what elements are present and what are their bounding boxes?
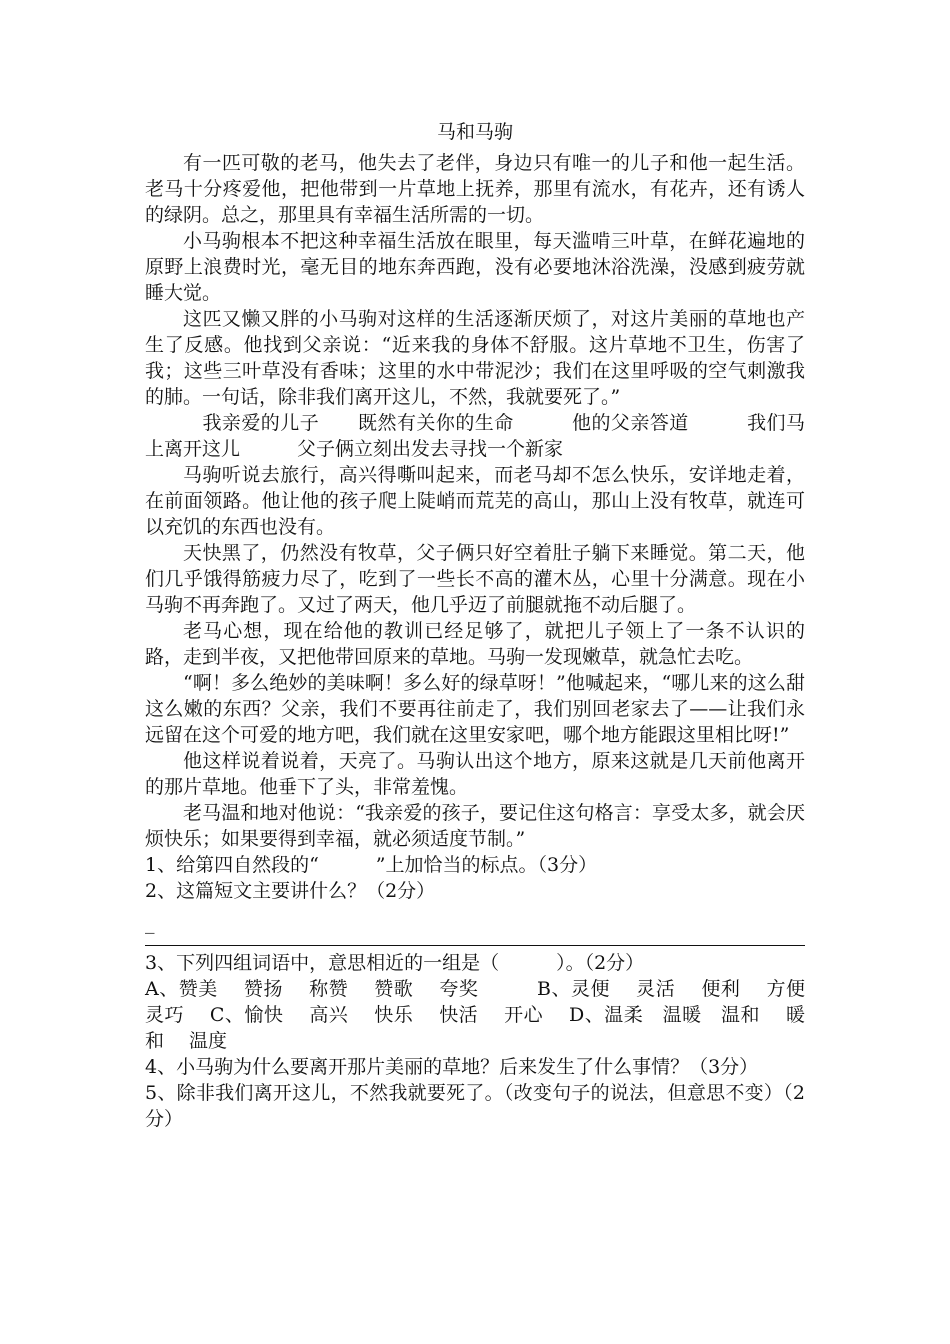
paragraph-10: 老马温和地对他说：“我亲爱的孩子，要记住这句格言：享受太多，就会厌烦快乐；如果要得到幸福，就必须适度节制。” — [145, 802, 805, 850]
story-title: 马和马驹 — [436, 121, 513, 143]
paragraph-6: 天快黑了，仍然没有牧草，父子俩只好空着肚子躺下来睡觉。第二天，他们几乎饿得筋疲力尽了，吃到了一些长不高的灌木丛，心里十分满意。现在小马驹不再奔跑了。又过了两天，他几乎迈了前腿就拖不动后腿了。 — [145, 542, 805, 616]
question-3: 3、下列四组词语中，意思相近的一组是（ ）。（2分） — [145, 952, 645, 974]
paragraph-3: 这匹又懒又胖的小马驹对这样的生活逐渐厌烦了，对这片美丽的草地也产生了反感。他找到父亲说：“近来我的身体不舒服。这片草地不卫生，伤害了我；这些三叶草没有香味；这里的水中带泥沙；我们在这里呼吸的空气刺激我的肺。一句话，除非我们离开这儿，不然，我就要死了。” — [145, 308, 805, 408]
answer-line — [145, 910, 805, 946]
answer-rule — [145, 945, 805, 946]
question-3-options: A、赞美 赞扬 称赞 赞歌 夸奖 B、灵便 灵活 便利 方便 灵巧 C、愉快 高兴 快乐 快活 开心 D、温柔 温暖 温和 暖和 温度 — [145, 978, 831, 1052]
paragraph-2: 小马驹根本不把这种幸福生活放在眼里，每天滥啃三叶草，在鲜花遍地的原野上浪费时光，毫无目的地东奔西跑，没有必要地沐浴洗澡，没感到疲劳就睡大觉。 — [145, 230, 805, 304]
question-4: 4、小马驹为什么要离开那片美丽的草地？后来发生了什么事情？（3分） — [145, 1056, 759, 1078]
worksheet-page — [145, 118, 831, 1132]
question-2: 2、这篇短文主要讲什么？（2分） — [145, 880, 436, 902]
paragraph-1: 有一匹可敬的老马，他失去了老伴，身边只有唯一的儿子和他一起生活。老马十分疼爱他，把他带到一片草地上抚养，那里有流水，有花卉，还有诱人的绿阴。总之，那里具有幸福生活所需的一切。 — [145, 152, 805, 226]
paragraph-5: 马驹听说去旅行，高兴得嘶叫起来，而老马却不怎么快乐，安详地走着，在前面领路。他让他的孩子爬上陡峭而荒芜的高山，那山上没有牧草，就连可以充饥的东西也没有。 — [145, 464, 805, 538]
answer-mark: _ — [145, 912, 155, 934]
question-5: 5、除非我们离开这儿，不然我就要死了。（改变句子的说法，但意思不变）（2分） — [145, 1082, 805, 1130]
paragraph-7: 老马心想，现在给他的教训已经足够了，就把儿子领上了一条不认识的路，走到半夜，又把他带回原来的草地。马驹一发现嫩草，就急忙去吃。 — [145, 620, 805, 668]
paragraph-8: “啊！多么绝妙的美味啊！多么好的绿草呀！”他喊起来，“哪儿来的这么甜这么嫩的东西？父亲，我们不要再往前走了，我们别回老家去了——让我们永远留在这个可爱的地方吧，我们就在这里安家吧，哪个地方能跟这里相比呀!” — [145, 672, 805, 746]
question-1: 1、给第四自然段的“ ”上加恰当的标点。（3分） — [145, 854, 598, 876]
paragraph-9: 他这样说着说着，天亮了。马驹认出这个地方，原来这就是几天前他离开的那片草地。他垂下了头，非常羞愧。 — [145, 750, 805, 798]
paragraph-4: 我亲爱的儿子 既然有关你的生命 他的父亲答道 我们马上离开这儿 父子俩立刻出发去寻找一个新家 — [145, 412, 805, 460]
